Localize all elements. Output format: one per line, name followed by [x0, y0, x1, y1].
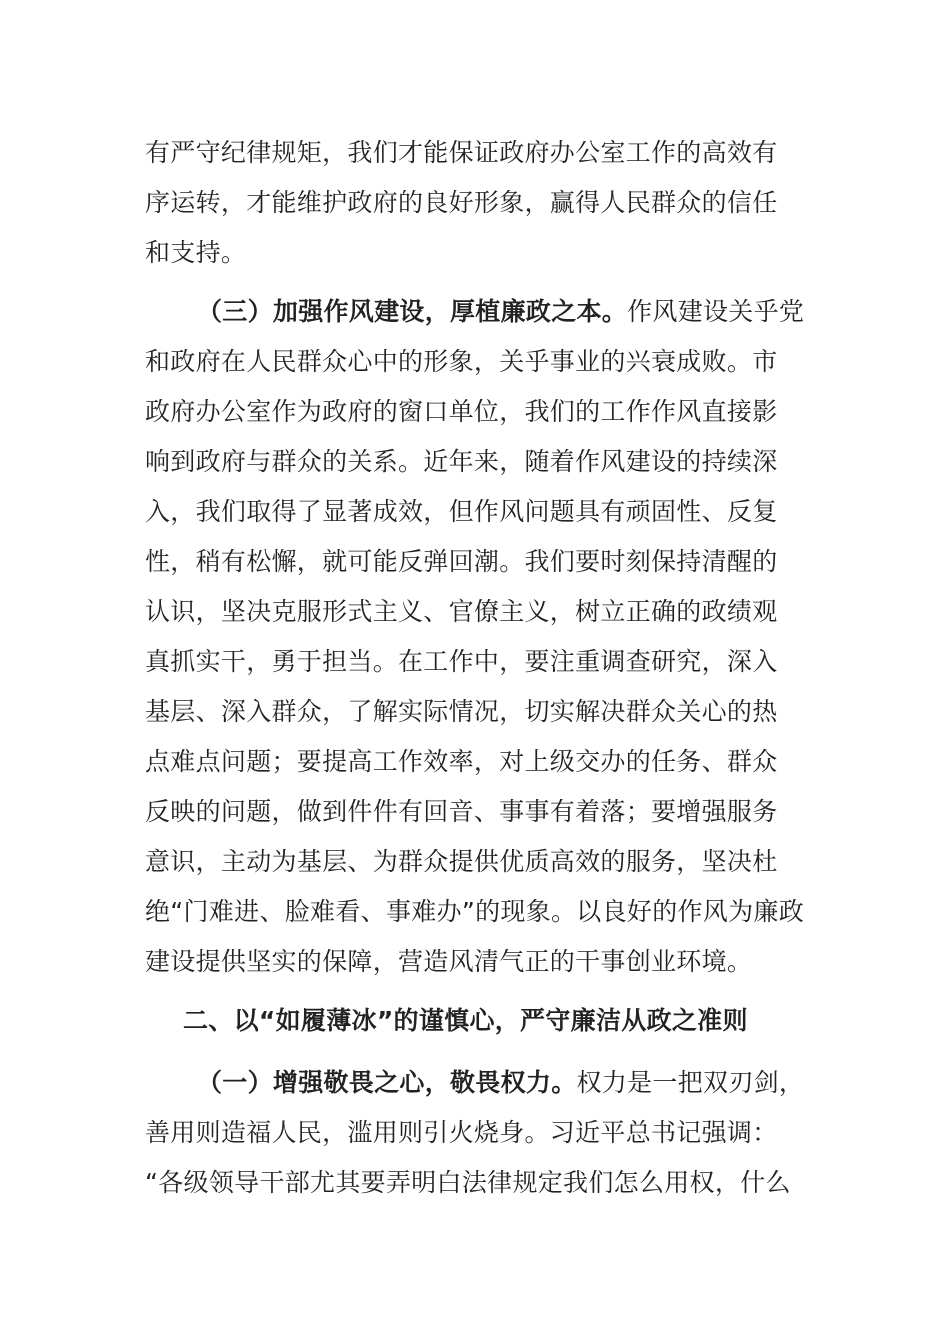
paragraph-discipline-conclusion — [145, 128, 807, 278]
text-line: 真抓实干，勇于担当。在工作中，要注重调查研究，深入 — [145, 647, 778, 676]
section-heading-2 — [145, 996, 807, 1046]
text-line: 入，我们取得了显著成效，但作风问题具有顽固性、反复 — [145, 497, 778, 526]
lead-line-rest: 权力是一把双刃剑， — [576, 1068, 805, 1097]
text-line: 和支持。 — [145, 238, 247, 267]
text-line: 意识，主动为基层、为群众提供优质高效的服务，坚决杜 — [145, 847, 778, 876]
section-heading-3: （三）加强作风建设，厚植廉政之本。 — [197, 297, 628, 326]
paragraph-work-style — [145, 287, 807, 987]
text-line: 政府办公室作为政府的窗口单位，我们的工作作风直接影 — [145, 397, 778, 426]
text-line: “各级领导干部尤其要弄明白法律规定我们怎么用权，什么 — [145, 1168, 791, 1197]
text-line: 性，稍有松懈，就可能反弹回潮。我们要时刻保持清醒的 — [145, 547, 778, 576]
text-line: 响到政府与群众的关系。近年来，随着作风建设的持续深 — [145, 447, 778, 476]
text-line: 认识，坚决克服形式主义、官僚主义，树立正确的政绩观 — [145, 597, 778, 626]
section-heading-1: （一）增强敬畏之心，敬畏权力。 — [197, 1068, 577, 1097]
paragraph-lead-line — [145, 1058, 807, 1108]
lead-line-rest: 作风建设关乎党 — [627, 297, 805, 326]
text-line: 点难点问题；要提高工作效率，对上级交办的任务、群众 — [145, 747, 778, 776]
chapter-heading: 二、以“如履薄冰”的谨慎心，严守廉洁从政之准则 — [183, 1006, 748, 1035]
text-line: 绝“门难进、脸难看、事难办”的现象。以良好的作风为廉政 — [145, 897, 805, 926]
text-line: 反映的问题，做到件件有回音、事事有着落；要增强服务 — [145, 797, 778, 826]
text-line: 有严守纪律规矩，我们才能保证政府办公室工作的高效有 — [145, 138, 778, 167]
text-line: 基层、深入群众，了解实际情况，切实解决群众关心的热 — [145, 697, 778, 726]
text-line: 建设提供坚实的保障，营造风清气正的干事创业环境。 — [145, 947, 753, 976]
paragraph-respect-power — [145, 1058, 807, 1208]
text-line: 善用则造福人民，滥用则引火烧身。习近平总书记强调： — [145, 1118, 778, 1147]
text-line: 序运转，才能维护政府的良好形象，赢得人民群众的信任 — [145, 188, 778, 217]
text-line: 和政府在人民群众心中的形象，关乎事业的兴衰成败。市 — [145, 347, 778, 376]
paragraph-lead-line — [145, 287, 807, 337]
